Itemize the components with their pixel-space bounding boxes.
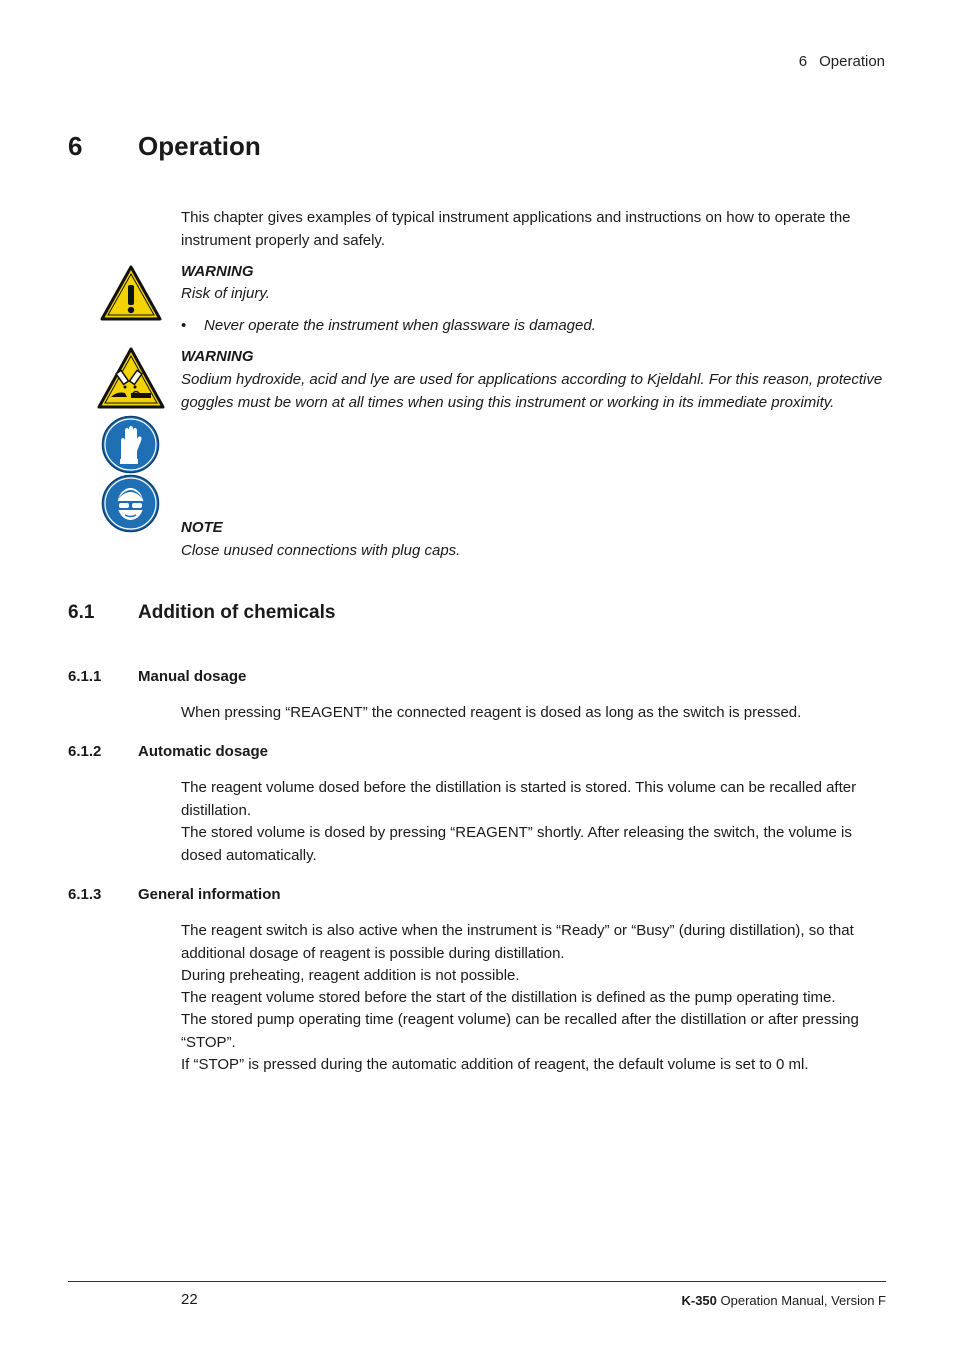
section-6-1-3-p2: During preheating, reagent addition is not possible. <box>181 967 520 984</box>
footer-doc: Operation Manual, Version F <box>716 1293 886 1308</box>
section-6-1-1-number: 6.1.1 <box>68 668 102 685</box>
note-label: NOTE <box>181 519 223 536</box>
section-6-1-number: 6.1 <box>68 602 95 623</box>
section-6-1-2-number: 6.1.2 <box>68 743 102 760</box>
warning2-label: WARNING <box>181 348 254 365</box>
warning-triangle-icon <box>100 265 162 321</box>
section-6-1-1-text: When pressing “REAGENT” the connected reagent is dosed as long as the switch is pressed. <box>181 704 802 721</box>
warning1-text: Risk of injury. <box>181 285 270 302</box>
wear-goggles-icon <box>101 474 160 533</box>
wear-gloves-icon <box>101 415 160 474</box>
note-text: Close unused connections with plug caps. <box>181 542 461 559</box>
footer-doc-title <box>681 1293 886 1308</box>
warning1-label: WARNING <box>181 263 254 280</box>
warning1-bullet-text: Never operate the instrument when glassware is damaged. <box>204 317 596 334</box>
running-header-number: 6 <box>798 53 808 70</box>
chapter-title: Operation <box>138 131 261 161</box>
section-6-1-3-p1: The reagent switch is also active when the instrument is “Ready” or “Busy” (during distillation), so that additional dosage of reagent is possible during distillation. <box>181 922 854 962</box>
footer-divider <box>68 1281 886 1282</box>
section-6-1-2-title: Automatic dosage <box>138 743 269 760</box>
section-6-1-3-p3: The reagent volume stored before the start of the distillation is defined as the pump operating time. <box>181 989 836 1006</box>
section-6-1-3-title: General information <box>138 886 281 903</box>
corrosive-warning-icon <box>97 347 165 409</box>
chapter-number: 6 <box>68 131 83 161</box>
page-number: 22 <box>181 1291 198 1308</box>
warning1-bullet: • <box>181 317 187 334</box>
warning2-text: Sodium hydroxide, acid and lye are used for applications according to Kjeldahl. For this reason, protective goggles must be worn at all times when using this instrument or working in its immediate proximity. <box>181 371 883 411</box>
running-header-title: Operation <box>819 53 885 70</box>
section-6-1-1-title: Manual dosage <box>138 668 247 685</box>
running-header <box>799 53 885 70</box>
section-6-1-2-p1: The reagent volume dosed before the distillation is started is stored. This volume can be recalled after distillation. <box>181 779 857 819</box>
section-6-1-3-p5: If “STOP” is pressed during the automatic addition of reagent, the default volume is set to 0 ml. <box>181 1056 809 1073</box>
section-6-1-title: Addition of chemicals <box>138 602 336 623</box>
section-6-1-2-p2: The stored volume is dosed by pressing “REAGENT” shortly. After releasing the switch, the volume is dosed automatically. <box>181 824 852 864</box>
footer-model: K-350 <box>681 1293 717 1308</box>
section-6-1-3-p4: The stored pump operating time (reagent volume) can be recalled after the distillation or after pressing “STOP”. <box>181 1011 859 1051</box>
chapter-intro: This chapter gives examples of typical instrument applications and instructions on how to operate the instrument properly and safely. <box>181 209 851 249</box>
section-6-1-3-number: 6.1.3 <box>68 886 102 903</box>
